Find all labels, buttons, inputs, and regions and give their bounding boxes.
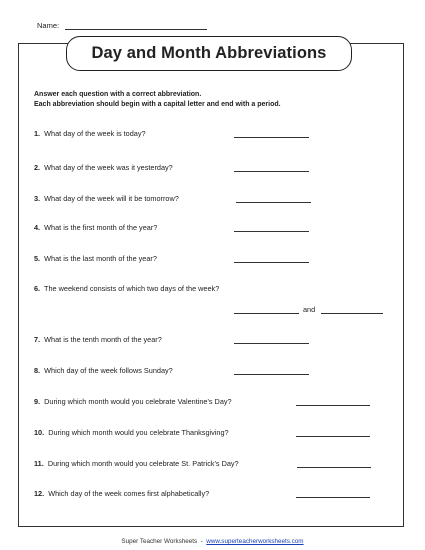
question-number: 5. (34, 254, 41, 263)
question-number: 6. (34, 284, 41, 293)
question-6 (34, 284, 219, 293)
question-number: 8. (34, 366, 41, 375)
answer-blank-12[interactable] (296, 497, 370, 498)
question-text: The weekend consists of which two days of the week? (44, 284, 220, 293)
answer-blank-4[interactable] (234, 231, 309, 232)
answer-blank-7[interactable] (234, 343, 309, 344)
question-number: 4. (34, 223, 41, 232)
footer (0, 538, 425, 545)
question-5 (34, 254, 157, 263)
question-text: What day of the week was it yesterday? (44, 163, 173, 172)
question-text: Which day of the week comes first alphabetically? (48, 489, 210, 498)
question-text: Which day of the week follows Sunday? (44, 366, 173, 375)
question-text: What is the tenth month of the year? (44, 335, 162, 344)
question-text: During which month would you celebrate Thanksgiving? (48, 428, 229, 437)
and-label: and (303, 305, 316, 314)
name-row (37, 21, 207, 30)
question-text: What day of the week will it be tomorrow? (44, 194, 179, 203)
question-text: What day of the week is today? (44, 129, 146, 138)
question-text: During which month would you celebrate St. Patrick's Day? (47, 459, 239, 468)
question-10 (34, 428, 229, 437)
question-text: What is the first month of the year? (44, 223, 158, 232)
title-box (66, 36, 352, 71)
answer-blank-6a[interactable] (234, 313, 299, 314)
question-number: 7. (34, 335, 41, 344)
answer-blank-10[interactable] (296, 436, 370, 437)
footer-separator: - (200, 538, 203, 545)
question-12 (34, 489, 209, 498)
question-3 (34, 194, 179, 203)
answer-blank-3[interactable] (236, 202, 311, 203)
footer-link[interactable]: www.superteacherworksheets.com (206, 538, 304, 545)
question-11 (34, 459, 239, 468)
question-text: During which month would you celebrate Valentine's Day? (44, 397, 232, 406)
question-8 (34, 366, 173, 375)
question-number: 10. (34, 428, 45, 437)
question-2 (34, 163, 173, 172)
question-number: 3. (34, 194, 41, 203)
answer-blank-11[interactable] (297, 467, 371, 468)
question-4 (34, 223, 157, 232)
question-number: 9. (34, 397, 41, 406)
page-title: Day and Month Abbreviations (91, 44, 327, 62)
question-7 (34, 335, 162, 344)
answer-blank-6b[interactable] (321, 313, 383, 314)
name-label: Name: (37, 21, 60, 30)
question-text: What is the last month of the year? (44, 254, 157, 263)
instructions (34, 90, 281, 110)
answer-blank-1[interactable] (234, 137, 309, 138)
answer-blank-8[interactable] (234, 374, 309, 375)
question-9 (34, 397, 232, 406)
footer-brand: Super Teacher Worksheets (121, 538, 198, 545)
instruction-line-2: Each abbreviation should begin with a capital letter and end with a period. (34, 101, 281, 108)
question-number: 2. (34, 163, 41, 172)
question-number: 1. (34, 129, 41, 138)
name-field[interactable] (65, 22, 207, 30)
answer-blank-5[interactable] (234, 262, 309, 263)
answer-blank-2[interactable] (234, 171, 309, 172)
question-1 (34, 129, 146, 138)
instruction-line-1: Answer each question with a correct abbreviation. (34, 91, 202, 98)
question-number: 11. (34, 459, 44, 468)
question-number: 12. (34, 489, 45, 498)
answer-blank-9[interactable] (296, 405, 370, 406)
